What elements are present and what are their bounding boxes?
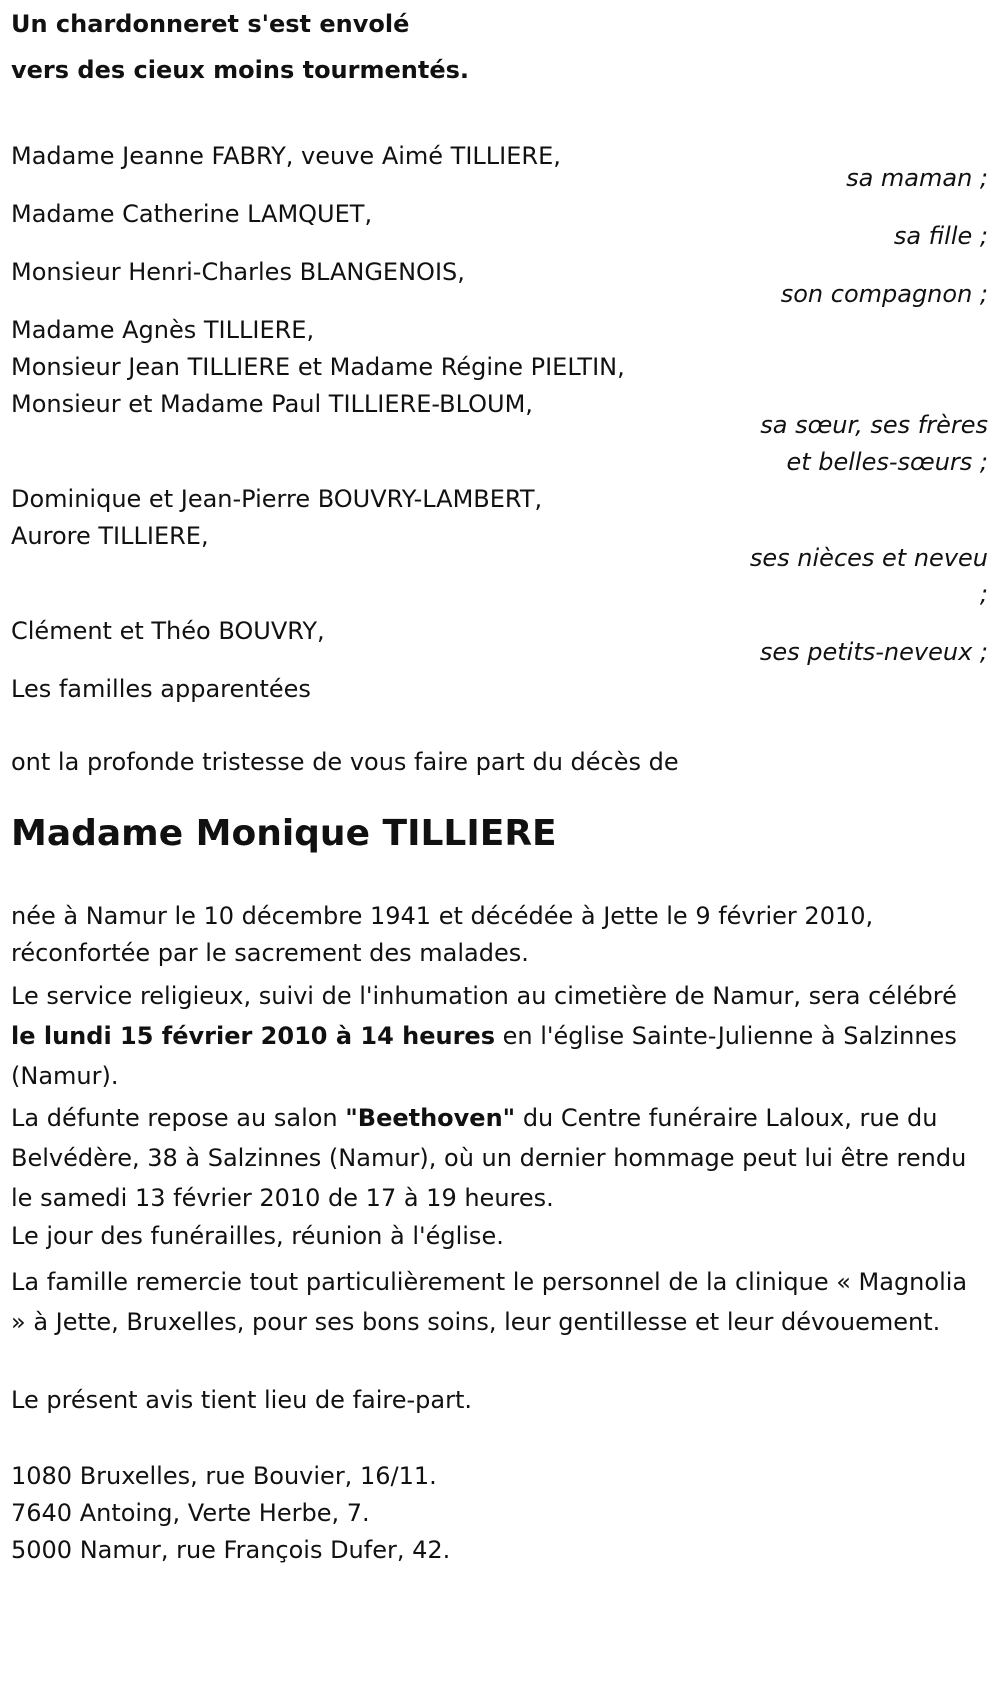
- service-text: Le service religieux, suivi de l'inhumation au cimetière de Namur, sera célébré: [11, 982, 957, 1010]
- family-relation: ses petits-neveux ;: [759, 638, 988, 666]
- family-relation: ;: [979, 580, 988, 608]
- address-line: 1080 Bruxelles, rue Bouvier, 16/11.: [11, 1462, 437, 1490]
- notice-paragraph: Le présent avis tient lieu de faire-part.: [11, 1386, 473, 1414]
- family-relation: son compagnon ;: [780, 280, 988, 308]
- epigraph-line-2: vers des cieux moins tourmentés.: [11, 56, 470, 84]
- viewing-text: La défunte repose au salon: [11, 1104, 346, 1132]
- service-location: en l'église Sainte-Julienne à Salzinnes (Namur).: [11, 1022, 957, 1090]
- deceased-name: Madame Monique TILLIERE: [11, 813, 557, 854]
- service-date: le lundi 15 février 2010 à 14 heures: [11, 1022, 495, 1050]
- viewing-paragraph: [11, 1098, 986, 1218]
- meeting-paragraph: Le jour des funérailles, réunion à l'église.: [11, 1222, 504, 1250]
- viewing-details: du Centre funéraire Laloux, rue du Belvédère, 38 à Salzinnes (Namur), où un dernier hommage peut lui être rendu le samedi 13 février 2010 de 17 à 19 heures.: [11, 1104, 967, 1212]
- birth-death-line-1: née à Namur le 10 décembre 1941 et décédée à Jette le 9 février 2010,: [11, 902, 874, 930]
- family-name: Aurore TILLIERE,: [11, 522, 209, 550]
- family-relation: sa maman ;: [846, 164, 988, 192]
- thanks-paragraph: La famille remercie tout particulièrement le personnel de la clinique « Magnolia » à Jette, Bruxelles, pour ses bons soins, leur gentillesse et leur dévouement.: [11, 1268, 968, 1336]
- service-paragraph: [11, 976, 986, 1096]
- family-relation: et belles-sœurs ;: [786, 448, 988, 476]
- address-line: 5000 Namur, rue François Dufer, 42.: [11, 1536, 451, 1564]
- family-relation: sa fille ;: [893, 222, 988, 250]
- address-line: 7640 Antoing, Verte Herbe, 7.: [11, 1499, 370, 1527]
- viewing-salon: "Beethoven": [345, 1104, 516, 1132]
- birth-death-line-2: réconfortée par le sacrement des malades.: [11, 939, 529, 967]
- announcement: ont la profonde tristesse de vous faire part du décès de: [11, 748, 679, 776]
- family-name: Monsieur et Madame Paul TILLIERE-BLOUM,: [11, 390, 533, 418]
- family-name: Les familles apparentées: [11, 675, 311, 703]
- family-relation: ses nièces et neveu: [749, 544, 988, 572]
- family-name: Clément et Théo BOUVRY,: [11, 617, 325, 645]
- family-name: Monsieur Henri-Charles BLANGENOIS,: [11, 258, 465, 286]
- epigraph-line-1: Un chardonneret s'est envolé: [11, 10, 410, 38]
- family-name: Madame Catherine LAMQUET,: [11, 200, 373, 228]
- family-name: Monsieur Jean TILLIERE et Madame Régine PIELTIN,: [11, 353, 625, 381]
- family-relation: sa sœur, ses frères: [760, 411, 988, 439]
- family-name: Madame Jeanne FABRY, veuve Aimé TILLIERE,: [11, 142, 561, 170]
- family-name: Madame Agnès TILLIERE,: [11, 316, 315, 344]
- family-name: Dominique et Jean-Pierre BOUVRY-LAMBERT,: [11, 485, 543, 513]
